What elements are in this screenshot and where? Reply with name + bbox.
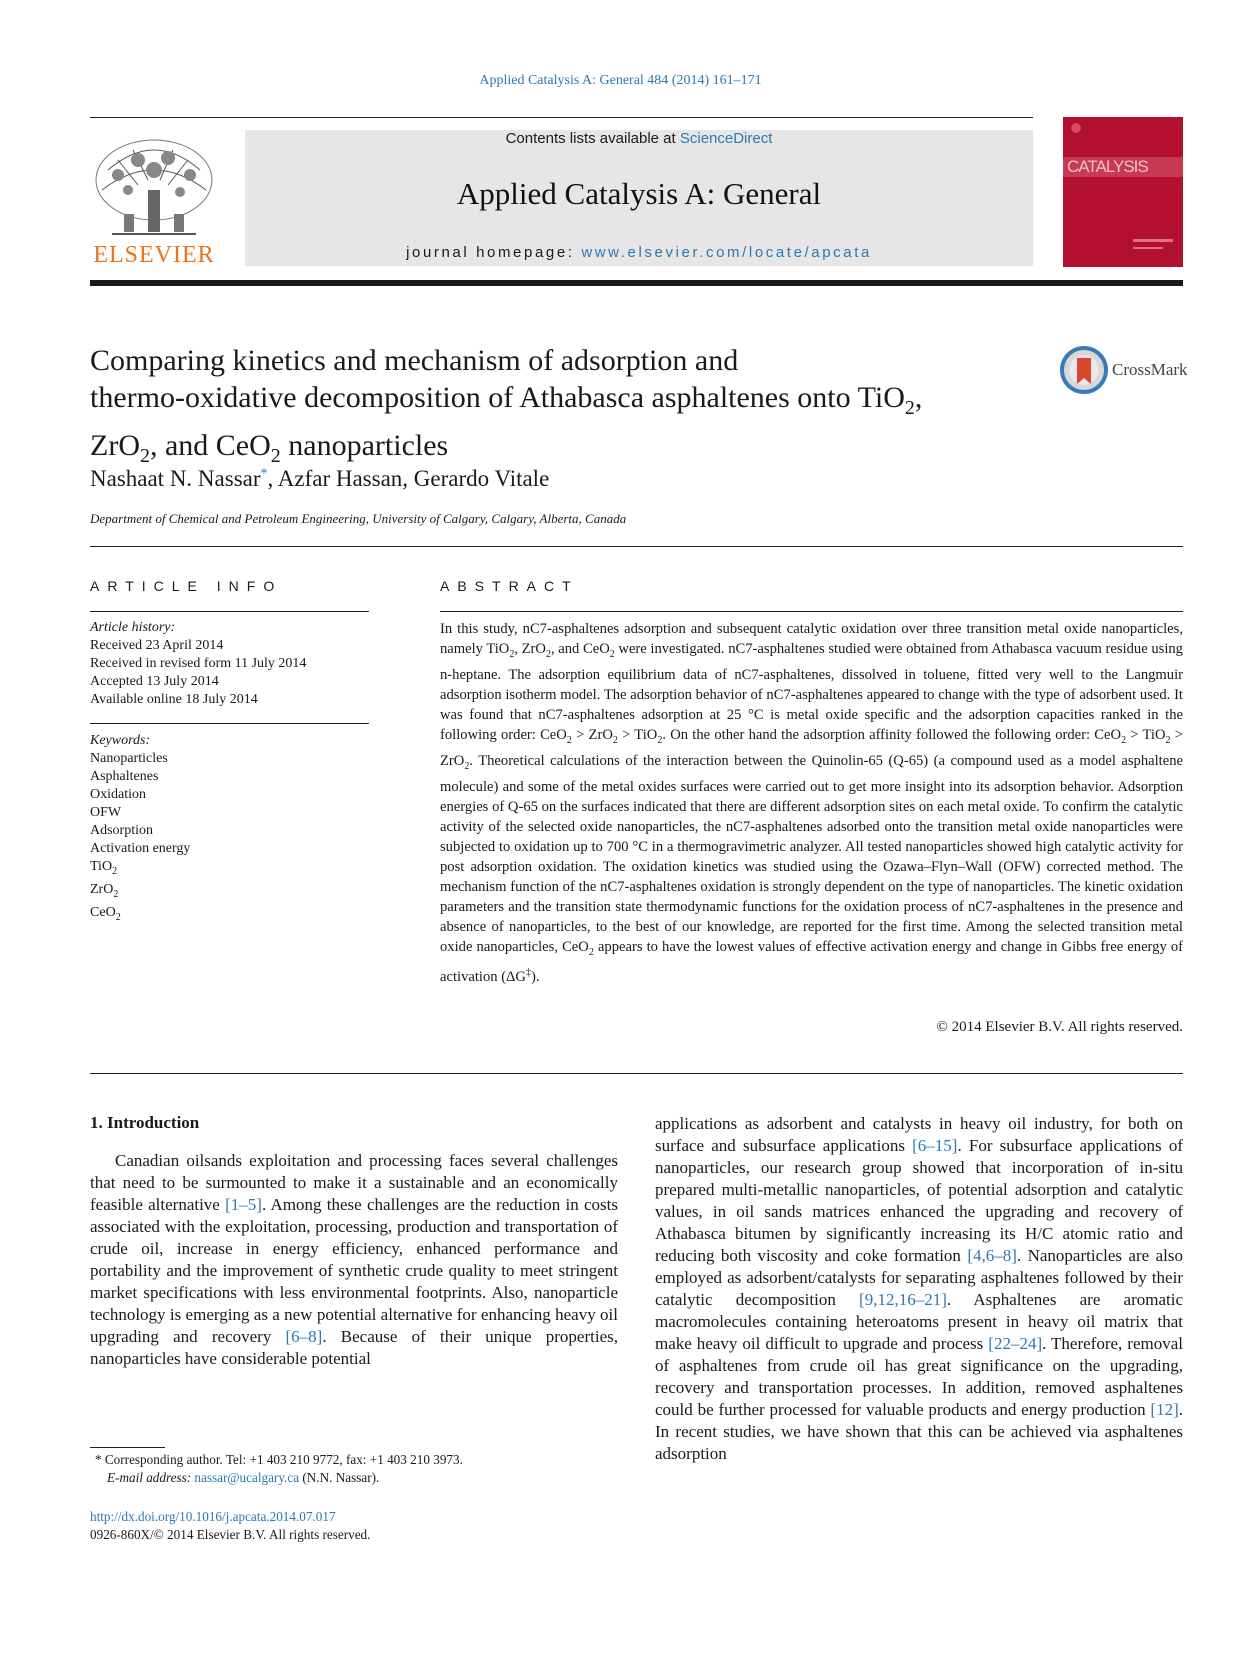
keyword-ceo2: CeO$_2$ — [90, 904, 121, 923]
journal-cover[interactable] — [1063, 117, 1183, 267]
history-item: Available online 18 July 2014 — [90, 692, 258, 707]
citation-link[interactable]: [6–15] — [912, 1136, 958, 1155]
history-label: Article history: — [90, 620, 176, 635]
homepage-line — [245, 244, 1033, 261]
header-thick-rule — [90, 280, 1183, 286]
homepage-url[interactable]: www.elsevier.com/locate/apcata — [581, 244, 872, 261]
footnote-rule — [90, 1447, 165, 1448]
history-item: Received 23 April 2014 — [90, 638, 224, 653]
doi-link[interactable]: http://dx.doi.org/10.1016/j.apcata.2014.07.017 — [90, 1509, 336, 1524]
authors-rest: , Azfar Hassan, Gerardo Vitale — [267, 466, 550, 491]
title-line-1: Comparing kinetics and mechanism of adsorption and — [90, 344, 739, 377]
homepage-prefix: journal homepage: — [406, 244, 582, 261]
intro-paragraph: applications as adsorbent and catalysts in heavy oil industry, for both on surface and subsurface applications [6–15]. For subsurface applications of nanoparticles, our research group showed that incorporation of in-situ prepared multi-metallic nanoparticles, of potential adsorption and catalytic values, in oil sands matrices enhanced the upgrading and recovery of Athabasca bitumen by significantly increasing its H/C atomic ratio and reducing both viscosity and coke formation [4,6–8]. Nanoparticles are also employed as adsorbent/catalysts for separating asphaltenes followed by their catalytic decomposition [9,12,16–21]. Asphaltenes are aromatic macromolecules containing heteroatoms present in heavy oil matrix that make heavy oil difficult to upgrade and process [22–24]. Therefore, removal of asphaltenes from crude oil has great significance on the upgrading, recovery and transportation processes. In addition, removed asphaltenes could be further processed for valuable products and energy production [12]. In recent studies, we have shown that this can be achieved via asphaltenes adsorption — [655, 1114, 1183, 1463]
email-tail: (N.N. Nassar). — [299, 1470, 380, 1485]
abstract-copyright: © 2014 Elsevier B.V. All rights reserved. — [936, 1019, 1183, 1035]
keyword: Oxidation — [90, 787, 146, 802]
divider — [90, 546, 1183, 547]
info-rule — [90, 723, 369, 724]
citation-link[interactable]: [22–24] — [988, 1334, 1043, 1353]
footnote-contact: Corresponding author. Tel: +1 403 210 9772, fax: +1 403 210 3973. — [101, 1452, 463, 1467]
cover-title: CATALYSIS — [1067, 157, 1148, 176]
abstract-rule — [440, 611, 1183, 612]
crossmark-badge[interactable] — [1060, 346, 1190, 398]
intro-column-right — [655, 1113, 1183, 1465]
title-line-3: ZrO$_2$, and CeO$_2$ nanoparticles — [90, 429, 449, 467]
corresponding-mark[interactable]: * — [260, 466, 268, 482]
article-info-heading: ARTICLE INFO — [90, 578, 283, 594]
contents-line — [245, 130, 1033, 147]
footnote-mark: * — [95, 1452, 102, 1467]
article-title — [90, 342, 1050, 475]
journal-citation[interactable]: Applied Catalysis A: General 484 (2014) 161–171 — [479, 73, 762, 88]
elsevier-logo[interactable] — [88, 130, 220, 268]
citation-link[interactable]: [12] — [1150, 1400, 1179, 1419]
journal-banner — [245, 130, 1033, 266]
history-item: Received in revised form 11 July 2014 — [90, 656, 307, 671]
keywords-label: Keywords: — [90, 733, 151, 748]
author-nassar[interactable]: Nashaat N. Nassar — [90, 466, 261, 491]
citation-link[interactable]: [4,6–8] — [967, 1246, 1017, 1265]
keyword-zro2: ZrO$_2$ — [90, 881, 119, 900]
intro-paragraph: Canadian oilsands exploitation and processing faces several challenges that need to be surmounted to make it a sustainable and an economically feasible alternative [1–5]. Among these challenges are the reduction in costs associated with the exploitation, processing, production and transportation of crude oil, increase in energy efficiency, enhanced performance and portability and the improvement of synthetic crude quality to meet stringent market specifications with less environmental footprints. Also, nanoparticle technology is emerging as a new potential alternative for enhancing heavy oil upgrading and recovery [6–8]. Because of their unique properties, nanoparticles have considerable potential — [90, 1151, 618, 1368]
crossmark-icon — [1060, 346, 1108, 394]
email-link[interactable]: nassar@ucalgary.ca — [194, 1470, 300, 1485]
info-rule — [90, 611, 369, 612]
abstract-heading: ABSTRACT — [440, 578, 579, 594]
issn-line: 0926-860X/© 2014 Elsevier B.V. All rights reserved. — [90, 1527, 371, 1542]
footnote — [95, 1451, 463, 1487]
sciencedirect-link[interactable]: ScienceDirect — [679, 130, 773, 147]
keyword: Nanoparticles — [90, 751, 168, 766]
title-line-2: thermo-oxidative decomposition of Athabasca asphaltenes onto TiO$_2$, — [90, 381, 923, 419]
divider — [90, 1073, 1183, 1074]
keyword: OFW — [90, 805, 122, 820]
section-heading-introduction: 1. Introduction — [90, 1113, 200, 1132]
citation-link[interactable]: [6–8] — [285, 1327, 323, 1346]
authors — [90, 466, 549, 492]
intro-column-left — [90, 1150, 618, 1370]
citation-link[interactable]: [9,12,16–21] — [859, 1290, 947, 1309]
history-item: Accepted 13 July 2014 — [90, 674, 219, 689]
keyword: Activation energy — [90, 841, 191, 856]
contents-prefix: Contents lists available at — [505, 130, 680, 147]
keyword: Adsorption — [90, 823, 153, 838]
email-label: E-mail address: — [107, 1470, 195, 1485]
journal-name: Applied Catalysis A: General — [456, 176, 822, 211]
header-rule — [90, 117, 1033, 118]
doi-block — [90, 1508, 370, 1544]
keyword-tio2: TiO$_2$ — [90, 859, 118, 877]
keyword: Asphaltenes — [90, 769, 159, 784]
affiliation: Department of Chemical and Petroleum Engineering, University of Calgary, Calgary, Alberta, Canada — [90, 511, 627, 526]
article-history — [90, 619, 306, 709]
crossmark-label: CrossMark — [1112, 360, 1188, 379]
keywords — [90, 732, 190, 926]
elsevier-wordmark: ELSEVIER — [93, 242, 215, 268]
abstract-text: In this study, nC7-asphaltenes adsorption and subsequent catalytic oxidation over three transition metal oxide nanoparticles, namely TiO$_2$, ZrO$_2$, and CeO$_2$ were investigated. nC7-asphaltenes studied were obtained from Athabasca vacuum residue using n-heptane. The adsorption equilibrium data of nC7-asphaltenes, dissolved in toluene, fitted very well to the Langmuir adsorption isotherm model. The adsorption behavior of nC7-asphaltenes appeared to change with the type of adsorbent used. It was found that nC7-asphaltenes adsorption at 25 °C is metal oxide specific and the adsorption capacities ranked in the following order: CeO$_2$ > ZrO$_2$ > TiO$_2$. On the other hand the adsorption affinity followed the following order: CeO$_2$ > TiO$_2$ > ZrO$_2$. Theoretical calculations of the interaction between the Quinolin-65 (Q-65) (a compound used as a model asphaltene molecule) and some of the metal oxides surfaces were carried out to get more insight into its adsorption behavior. Adsorption energies of Q-65 on the surfaces indicated that there are different adsorption sites on each metal oxide. To confirm the catalytic activity of the selected oxide nanoparticles, the nC7-asphaltenes adsorbed onto the transition metal oxide nanoparticles were subjected to oxidation up to 700 °C in a thermogravimetric analyzer. All tested nanoparticles showed high catalytic activity for post adsorption oxidation. The oxidation kinetics was studied using the Ozawa–Flyn–Wall (OFW) corrected method. The mechanism function of the nC7-asphaltenes oxidation is strongly dependent on the type of nanoparticles. The kinetic oxidation parameters and the transition state thermodynamic functions for the oxidation process of nC7-asphaltenes in the presence and absence of nanoparticles, to the best of our knowledge, are reported for the first time. Among the selected transition metal oxide nanoparticles, CeO$_2$ appears to have the lowest values of effective activation energy and change in Gibbs free energy of activation (ΔG‡). — [440, 621, 1184, 985]
citation-link[interactable]: [1–5] — [225, 1195, 262, 1214]
